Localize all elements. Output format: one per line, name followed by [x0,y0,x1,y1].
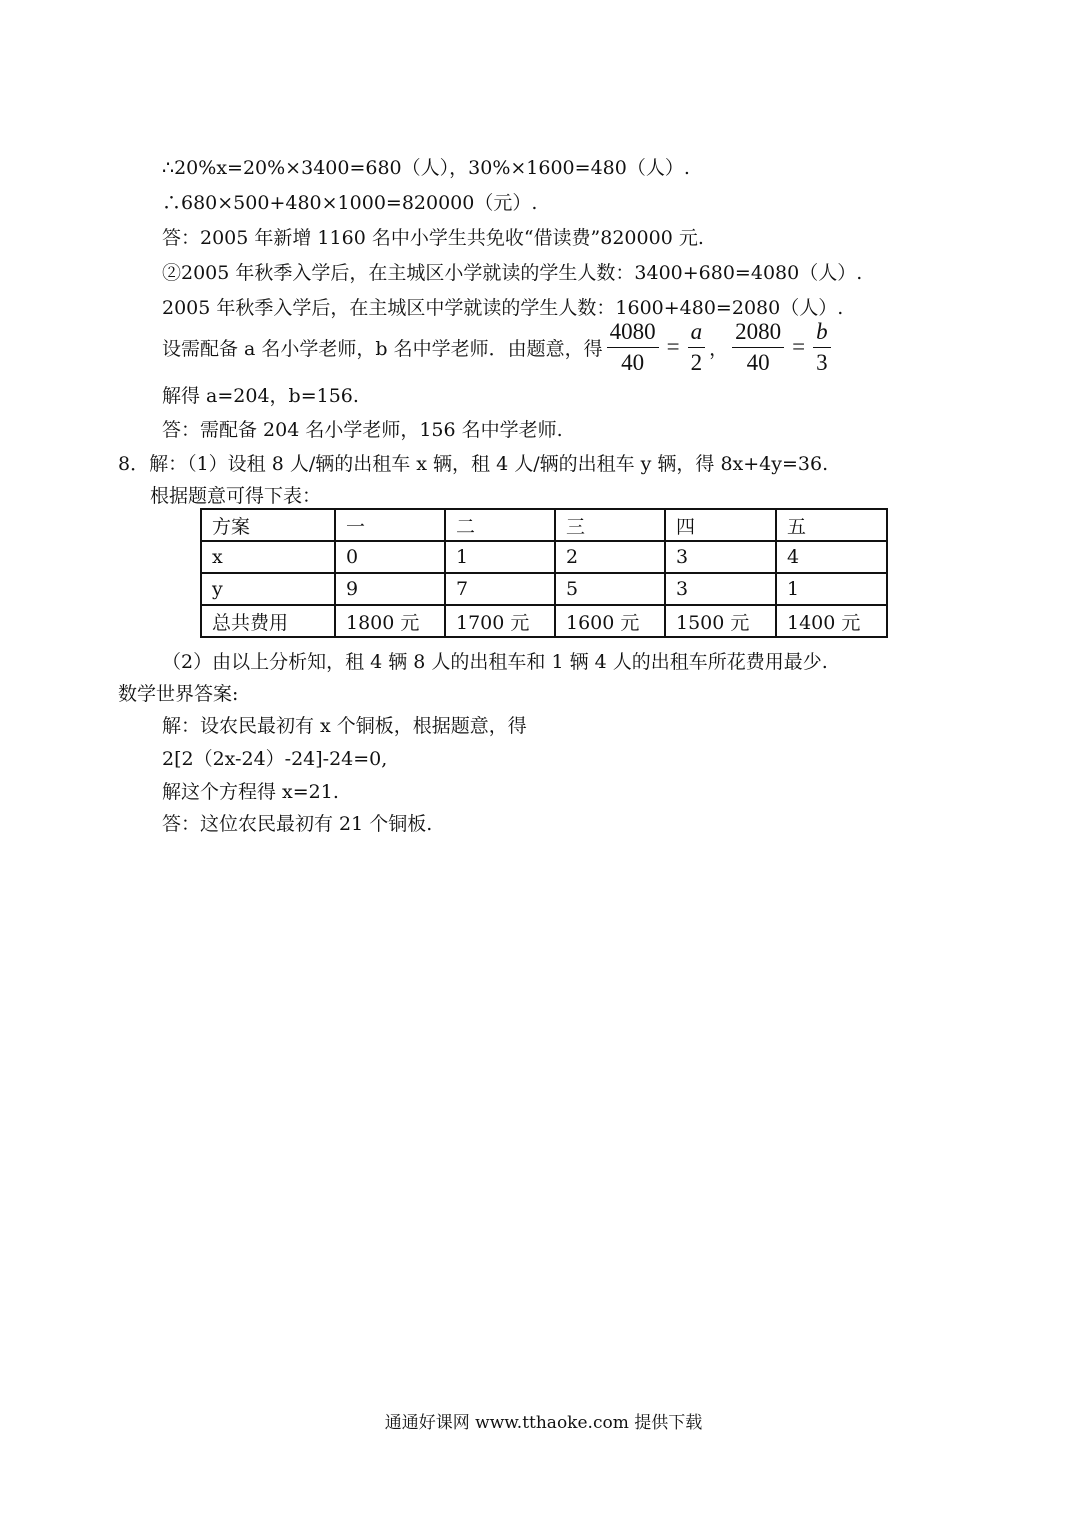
table-header-cell: 二 [445,509,555,541]
table-cell: y [201,573,335,605]
problem-8-line: 8．解：（1）设租 8 人/辆的出租车 x 辆，租 4 人/辆的出租车 y 辆，得 8x+4y=36. [118,453,829,475]
table-cell: 0 [335,541,445,573]
table-cell: 总共费用 [201,605,335,637]
fraction-numerator: 4080 [607,319,659,348]
table-cell: 1800 元 [335,605,445,637]
solution-line-7: 解这个方程得 x=21. [162,781,339,803]
equation-row [162,314,835,380]
fraction-b-3 [813,319,831,376]
table-cell: 7 [445,573,555,605]
solution-line-4: 2005 年秋季入学后，在主城区中学就读的学生人数：1600+480=2080（人）. [162,297,844,319]
solution-line-5: 解得 a=204，b=156. [162,385,359,407]
fraction-denominator: 2 [690,349,703,375]
table-cell: 1600 元 [555,605,665,637]
table-header-row [201,509,887,541]
table-cell: 1 [776,573,887,605]
answer-line-2: 答：需配备 204 名小学老师，156 名中学老师. [162,419,563,441]
table-cell: 3 [665,541,776,573]
table-intro: 根据题意可得下表： [150,485,322,507]
fraction-a-2 [688,319,706,376]
section-heading: 数学世界答案: [118,683,239,705]
table-cell: 1400 元 [776,605,887,637]
solution-line-2: ∴680×500+480×1000=820000（元）. [162,192,538,214]
fraction-denominator: 40 [621,349,645,375]
table-row [201,605,887,637]
rental-plan-table [200,508,888,638]
table-row [201,573,887,605]
table-header-cell: 四 [665,509,776,541]
fraction-numerator: b [813,319,831,348]
equation-line: 2[2（2x-24）-24]-24=0, [162,748,388,770]
solution-line-6: 解：设农民最初有 x 个铜板，根据题意，得 [162,715,527,737]
fraction-denominator: 3 [816,349,828,375]
fraction-numerator: a [688,319,706,348]
table-cell: 2 [555,541,665,573]
table-cell: 1500 元 [665,605,776,637]
table-row [201,541,887,573]
solution-line-3: ②2005 年秋季入学后，在主城区小学就读的学生人数：3400+680=4080（人）. [162,262,863,284]
fraction-numerator: 2080 [732,319,784,348]
page-footer: 通通好课网 www.tthaoke.com 提供下载 [384,1413,703,1433]
fraction-2080-40 [732,319,784,376]
table-header-cell: 方案 [201,509,335,541]
table-cell: 4 [776,541,887,573]
solution-line-1: ∴20%x=20%×3400=680（人），30%×1600=480（人）. [162,157,690,179]
answer-line-3: 答：这位农民最初有 21 个铜板. [162,813,433,835]
table-cell: x [201,541,335,573]
answer-line-1: 答：2005 年新增 1160 名中小学生共免收“借读费”820000 元. [162,227,704,249]
fraction-denominator: 40 [746,349,770,375]
table-header-cell: 一 [335,509,445,541]
equals-sign: = [666,334,680,359]
table-cell: 9 [335,573,445,605]
table-cell: 5 [555,573,665,605]
table-cell: 3 [665,573,776,605]
table-header-cell: 五 [776,509,887,541]
fraction-4080-40 [607,319,659,376]
table-cell: 1700 元 [445,605,555,637]
equation-separator: ， [709,337,729,360]
equals-sign: = [792,334,806,359]
equation-prefix: 设需配备 a 名小学老师，b 名中学老师．由题意，得 [162,337,603,360]
table-cell: 1 [445,541,555,573]
conclusion-line: （2）由以上分析知，租 4 辆 8 人的出租车和 1 辆 4 人的出租车所花费用最少. [162,651,828,673]
table-header-cell: 三 [555,509,665,541]
